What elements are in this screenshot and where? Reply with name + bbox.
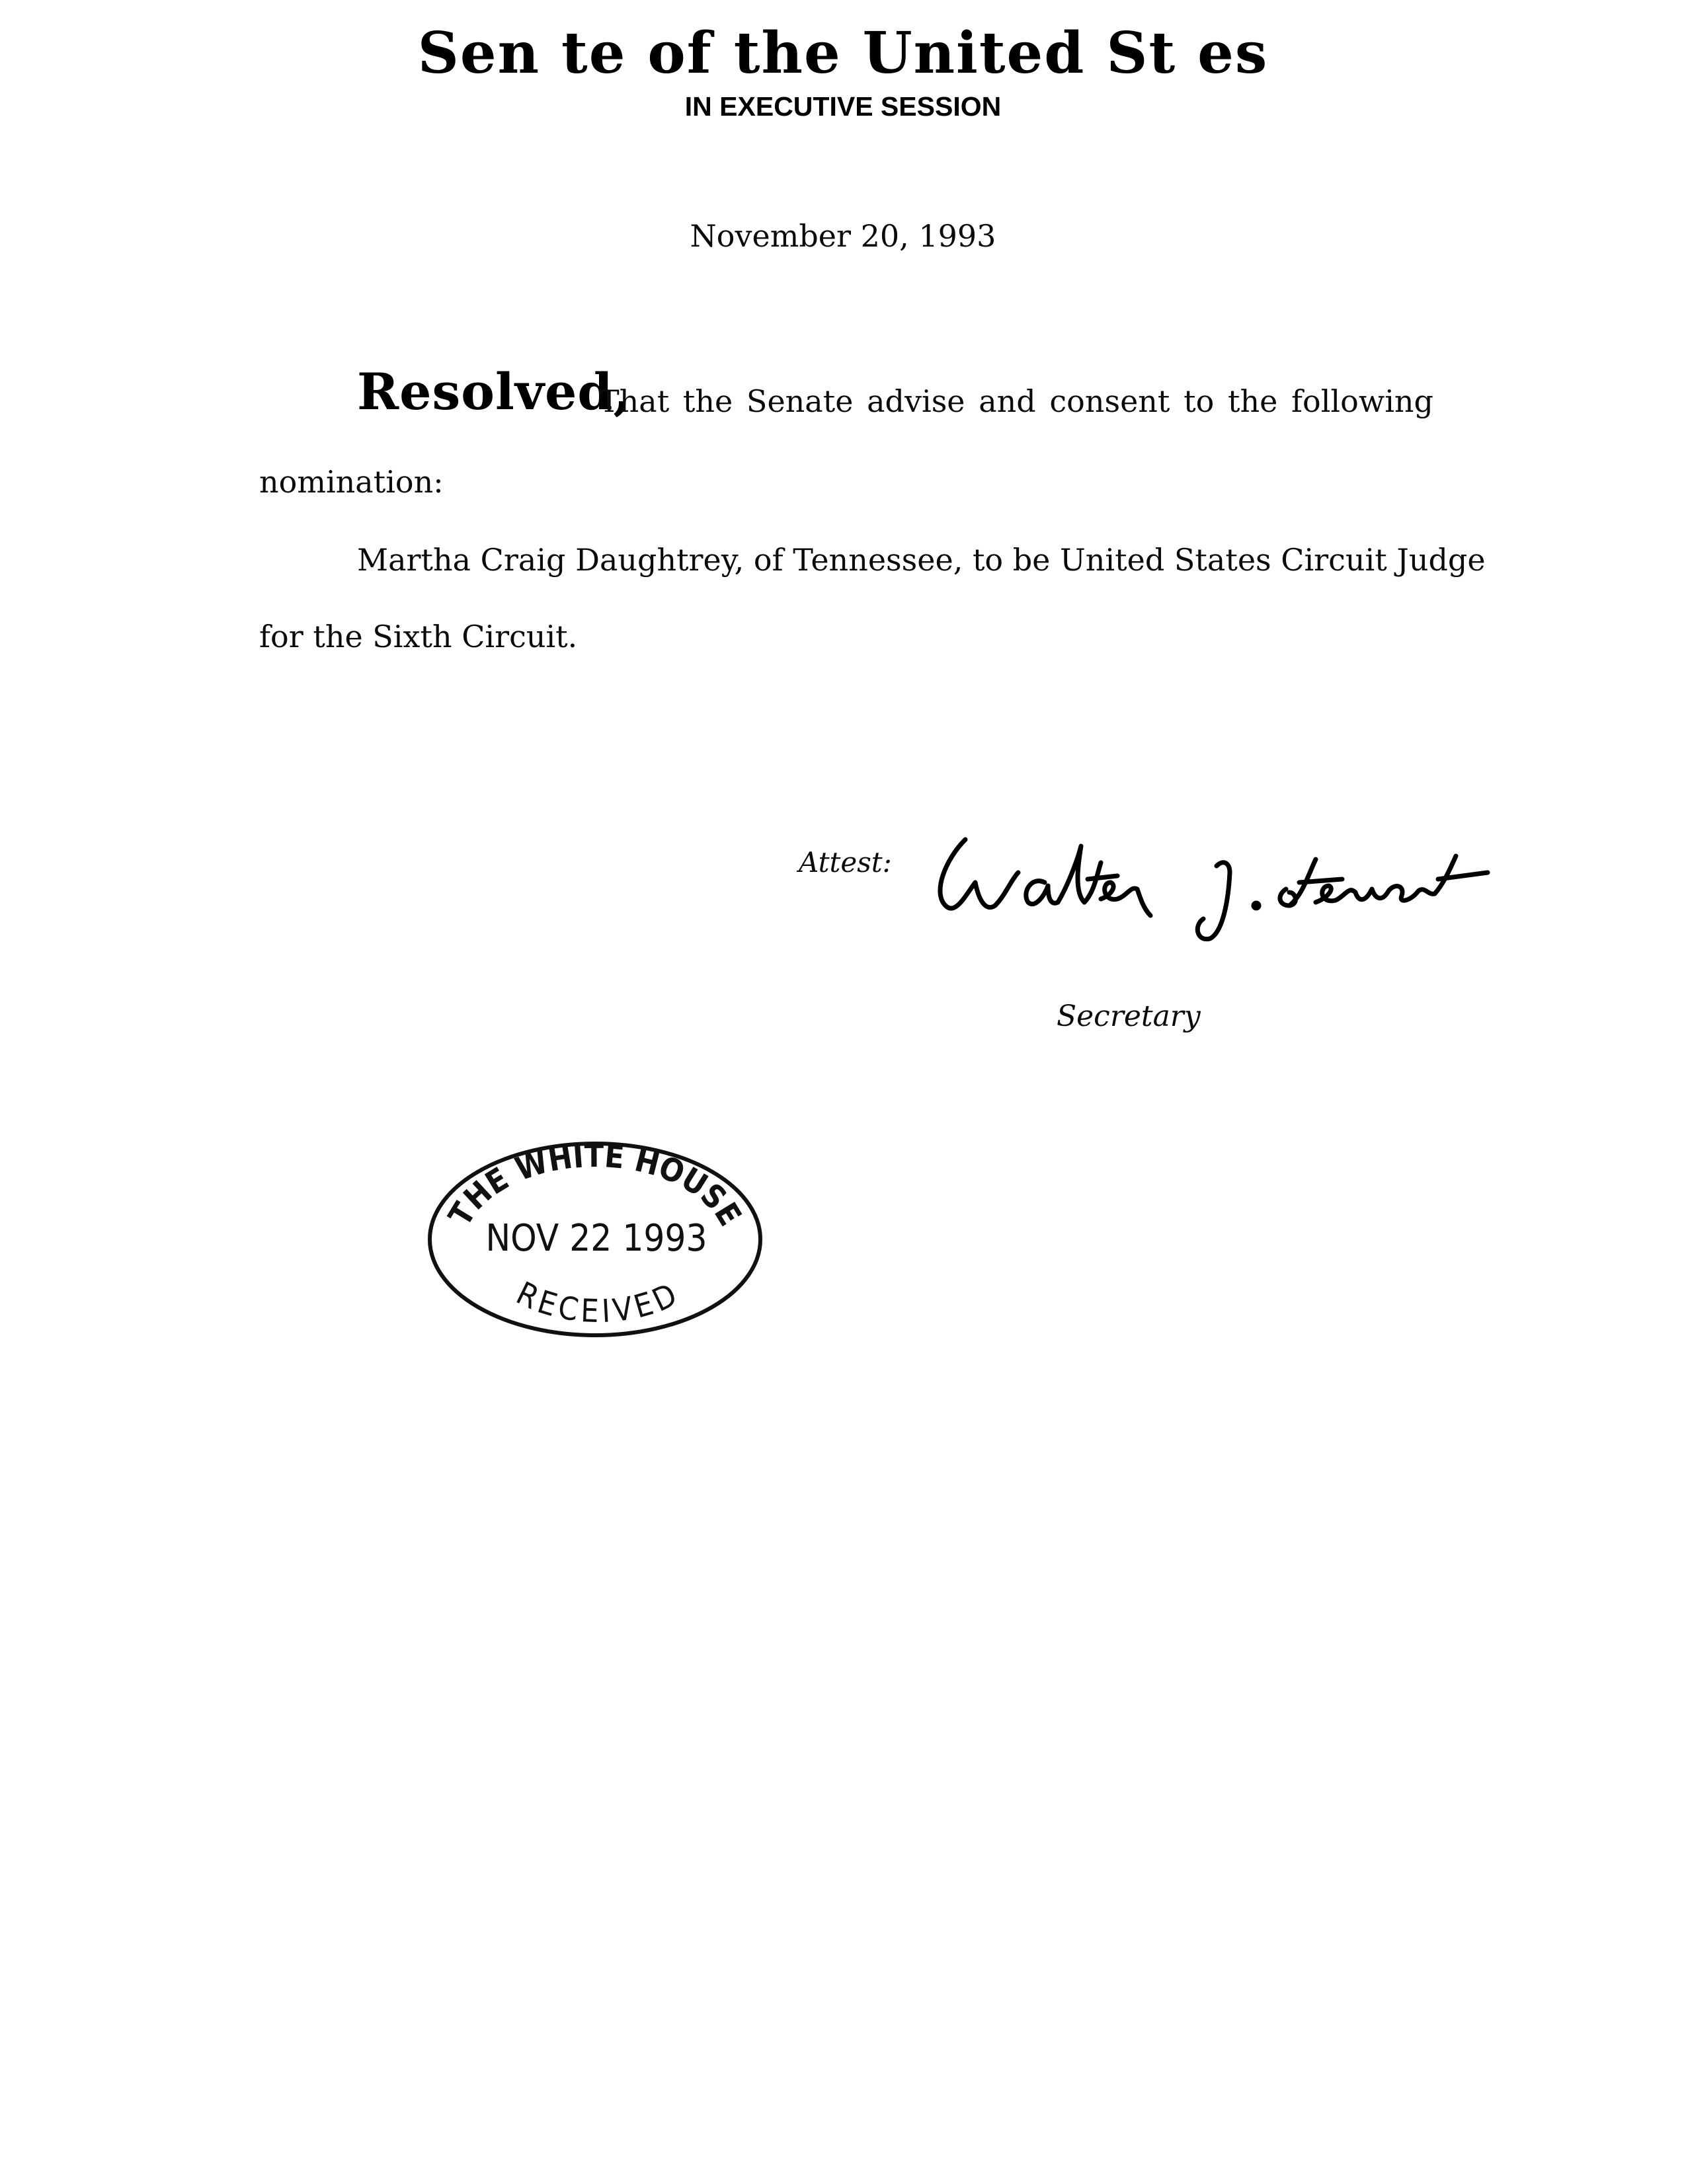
resolution-line-2: nomination: [259,464,444,500]
stamp-top-text: THE WHITE HOUSE [441,1137,749,1233]
resolution-line-1: That the Senate advise and consent to the following [599,383,1433,419]
executive-session-label: IN EXECUTIVE SESSION [684,91,1002,122]
white-house-received-stamp [417,1124,774,1348]
resolution-date: November 20, 1993 [690,218,996,254]
senate-masthead: Sen te of the United St es [417,20,1269,87]
nominee-line-2: for the Sixth Circuit. [259,619,578,654]
nominee-line-1: Martha Craig Daughtrey, of Tennessee, to be United States Circuit Judge [357,542,1486,578]
secretary-title: Secretary [1057,999,1201,1033]
stamp-date: NOV 22 1993 [485,1217,707,1260]
resolved-heading: Resolved, [357,362,631,421]
svg-text:RECEIVED [510,1274,686,1330]
signature-image [919,820,1501,952]
stamp-bottom-text: RECEIVED [510,1274,686,1331]
attest-label: Attest: [799,846,892,878]
